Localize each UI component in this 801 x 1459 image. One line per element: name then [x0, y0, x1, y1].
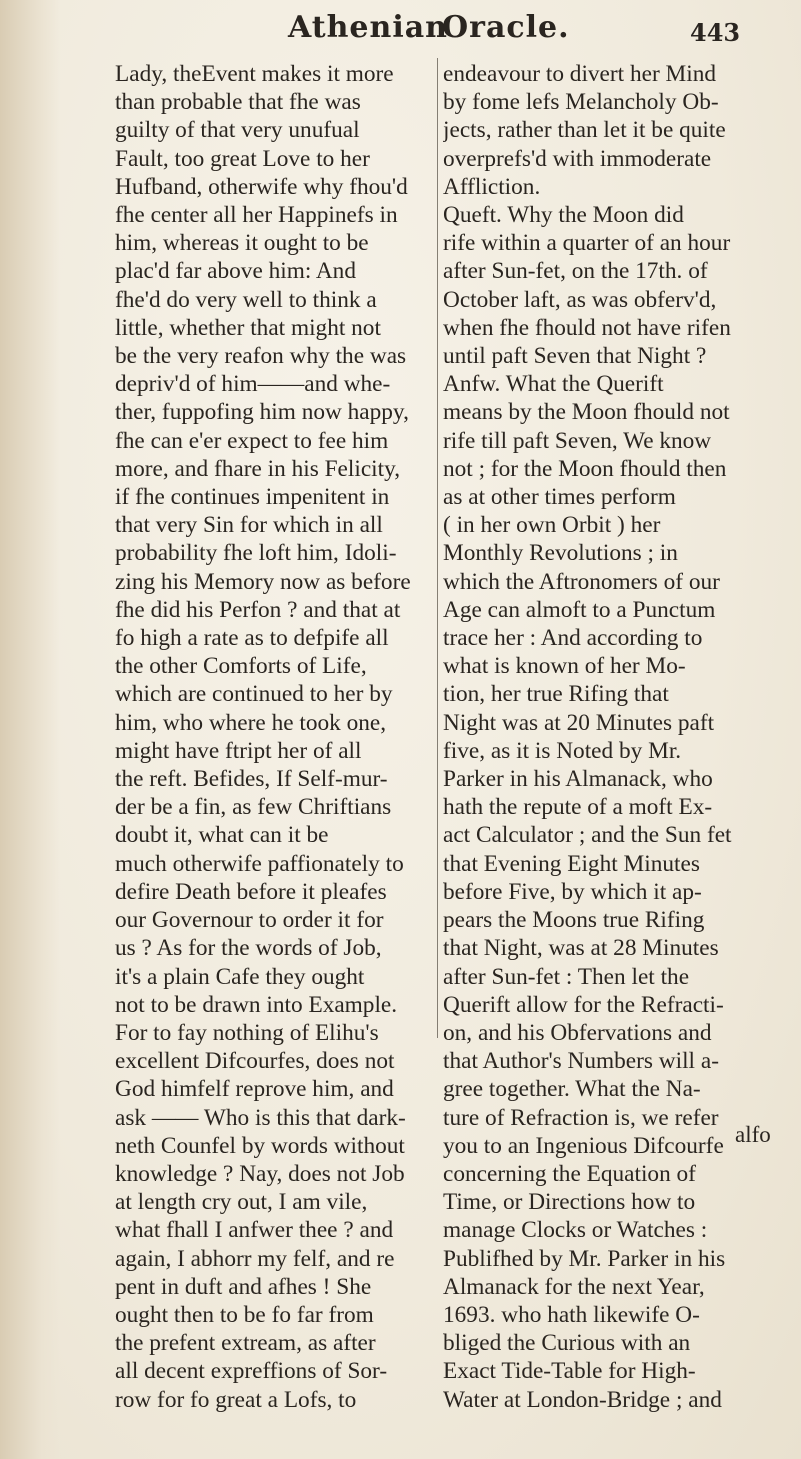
text-line: excellent Difcourfes, does not	[115, 1048, 395, 1075]
text-line: row for fo great a Lofs, to	[115, 1386, 357, 1413]
text-line: after Sun-fet : Then let the	[443, 963, 690, 990]
text-line: Queft. Why the Moon did	[443, 202, 684, 229]
text-line: again, I abhorr my felf, and re	[115, 1245, 395, 1272]
text-line: which the Aftronomers of our	[443, 568, 720, 595]
text-line: at length cry out, I am vile,	[115, 1189, 368, 1216]
text-line: overprefs'd with immoderate	[443, 145, 712, 172]
text-line: him, who where he took one,	[115, 709, 387, 736]
text-line: October laft, as was obferv'd,	[443, 286, 717, 313]
text-line: more, and fhare in his Felicity,	[115, 455, 401, 482]
text-line: on, and his Obfervations and	[443, 1019, 712, 1046]
text-line: Night was at 20 Minutes paft	[443, 709, 715, 736]
text-line: probability fhe loft him, Idoli-	[115, 540, 397, 567]
text-line: the other Comforts of Life,	[115, 653, 367, 680]
text-line: that Night, was at 28 Minutes	[443, 935, 719, 962]
text-line: what is known of her Mo-	[443, 653, 686, 680]
text-line: gree together. What the Na-	[443, 1076, 701, 1103]
text-line: rife within a quarter of an hour	[443, 230, 731, 257]
page-gutter-shadow	[0, 0, 60, 1459]
text-line: ask —— Who is this that dark-	[115, 1104, 406, 1131]
text-line: means by the Moon fhould not	[443, 399, 730, 426]
text-line: fhe did his Perfon ? and that at	[115, 596, 401, 623]
text-line: the reft. Befides, If Self-mur-	[115, 766, 388, 793]
text-line: than probable that fhe was	[115, 89, 361, 116]
text-line: after Sun-fet, on the 17th. of	[443, 258, 708, 285]
text-line: it's a plain Cafe they ought	[115, 963, 365, 990]
text-line: knowledge ? Nay, does not Job	[115, 1160, 405, 1187]
text-line: him, whereas it ought to be	[115, 230, 369, 257]
text-line: not to be drawn into Example.	[115, 991, 398, 1018]
text-line: Almanack for the next Year,	[443, 1273, 705, 1300]
text-line: when fhe fhould not have rifen	[443, 314, 731, 341]
text-line: tion, her true Rifing that	[443, 681, 669, 708]
text-line: neth Counfel by words without	[115, 1132, 405, 1159]
text-line: by fome lefs Melancholy Ob-	[443, 89, 719, 116]
text-line: guilty of that very unufual	[115, 117, 360, 144]
text-line: Monthly Revolutions ; in	[443, 540, 678, 567]
text-line: bliged the Curious with an	[443, 1330, 691, 1357]
text-line: manage Clocks or Watches :	[443, 1217, 708, 1244]
text-line: what fhall I anfwer thee ? and	[115, 1217, 394, 1244]
catchword: alfo	[735, 1122, 771, 1147]
page-number: 443	[690, 18, 741, 47]
text-line: fhe'd do very well to think a	[115, 286, 377, 313]
text-line: trace her : And according to	[443, 625, 703, 652]
text-line: ought then to be fo far from	[115, 1301, 374, 1328]
text-line: our Governour to order it for	[115, 907, 384, 934]
text-line: which are continued to her by	[115, 681, 393, 708]
text-line: before Five, by which it ap-	[443, 878, 702, 905]
text-line: jects, rather than let it be quite	[443, 117, 726, 144]
text-line: Querift allow for the Refracti-	[443, 991, 724, 1018]
text-line: be the very reafon why the was	[115, 343, 407, 370]
text-line: Anfw. What the Querift	[443, 371, 664, 398]
text-line: Time, or Directions how to	[443, 1189, 696, 1216]
text-line: if fhe continues impenitent in	[115, 484, 390, 511]
text-line: endeavour to divert her Mind	[443, 61, 717, 87]
text-line: Parker in his Almanack, who	[443, 766, 713, 793]
text-line: until paft Seven that Night ?	[443, 343, 707, 370]
text-line: that Author's Numbers will a-	[443, 1048, 719, 1075]
text-line: Age can almoft to a Punctum	[443, 596, 716, 623]
text-line: Hufband, otherwife why fhou'd	[115, 173, 408, 200]
text-line: ( in her own Orbit ) her	[443, 512, 661, 539]
left-text-column	[115, 60, 433, 1414]
text-line: 1693. who hath likewife O-	[443, 1301, 700, 1328]
text-line: Affliction.	[443, 173, 541, 200]
text-line: Publifhed by Mr. Parker in his	[443, 1245, 726, 1272]
text-line: God himfelf reprove him, and	[115, 1076, 394, 1103]
text-line: Lady, theEvent makes it more	[115, 61, 394, 87]
text-line: little, whether that might not	[115, 314, 381, 341]
text-line: all decent expreffions of Sor-	[115, 1358, 388, 1385]
right-text-column	[443, 60, 763, 1414]
text-line: hath the repute of a moft Ex-	[443, 794, 713, 821]
text-line: plac'd far above him: And	[115, 258, 356, 285]
text-line: defire Death before it pleafes	[115, 878, 387, 905]
text-line: depriv'd of him——and whe-	[115, 371, 391, 398]
text-line: act Calculator ; and the Sun fet	[443, 822, 732, 849]
text-line: der be a fin, as few Chriftians	[115, 794, 392, 821]
text-line: pent in duft and afhes ! She	[115, 1273, 372, 1300]
text-line: Exact Tide-Table for High-	[443, 1358, 696, 1385]
text-line: us ? As for the words of Job,	[115, 935, 382, 962]
text-line: the prefent extream, as after	[115, 1330, 376, 1357]
text-line: you to an Ingenious Difcourfe	[443, 1132, 724, 1159]
text-line: five, as it is Noted by Mr.	[443, 737, 682, 764]
text-line: not ; for the Moon fhould then	[443, 455, 727, 482]
text-line: ther, fuppofing him now happy,	[115, 399, 409, 426]
text-line: might have ftript her of all	[115, 737, 362, 764]
text-line: that very Sin for which in all	[115, 512, 383, 539]
text-line: that Evening Eight Minutes	[443, 850, 700, 877]
text-line: much otherwife paffionately to	[115, 850, 404, 877]
text-line: pears the Moons true Rifing	[443, 907, 705, 934]
text-line: Water at London-Bridge ; and	[443, 1386, 722, 1413]
text-line: zing his Memory now as before	[115, 568, 411, 595]
header-title-right: Oracle.	[442, 10, 570, 45]
text-line: rife till paft Seven, We know	[443, 427, 712, 454]
column-divider	[437, 58, 438, 1038]
text-line: fhe center all her Happinefs in	[115, 202, 398, 229]
header-title-left: Athenian	[288, 10, 448, 45]
text-line: For to fay nothing of Elihu's	[115, 1019, 379, 1046]
text-line: fhe can e'er expect to fee him	[115, 427, 389, 454]
running-header	[0, 8, 801, 56]
text-line: fo high a rate as to defpife all	[115, 625, 389, 652]
text-line: Fault, too great Love to her	[115, 145, 370, 172]
text-line: ture of Refraction is, we refer	[443, 1104, 719, 1131]
text-line: concerning the Equation of	[443, 1160, 696, 1187]
text-line: doubt it, what can it be	[115, 822, 329, 849]
text-line: as at other times perform	[443, 484, 676, 511]
